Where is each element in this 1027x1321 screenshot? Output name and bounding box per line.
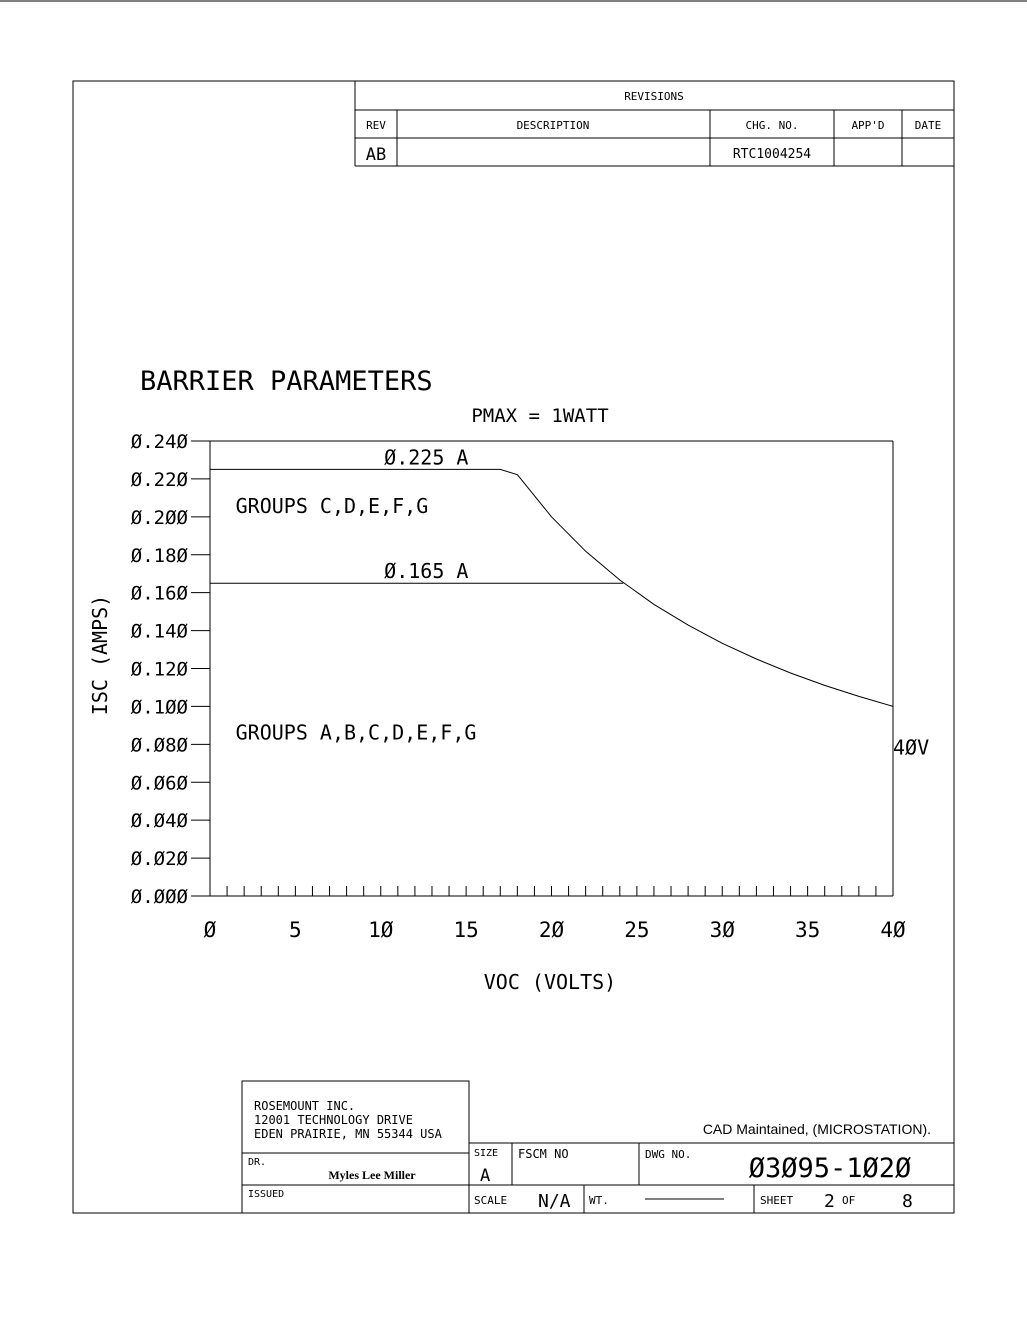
y-tick-label: Ø.Ø4Ø [130,810,188,833]
y-axis-label: ISC (AMPS) [88,594,112,716]
chart-annotation: Ø.165 A [384,559,469,584]
title-block [242,1081,954,1213]
fscm-label: FSCM NO [518,1147,569,1161]
of-label: OF [842,1194,856,1207]
y-tick-label: Ø.22Ø [130,468,188,491]
chart-annotation: GROUPS C,D,E,F,G [235,493,429,518]
chart-subtitle: PMAX = 1WATT [471,405,609,427]
revisions-block [355,81,954,166]
x-tick-label: 4Ø [880,918,906,942]
dr-label: DR. [248,1157,267,1168]
x-tick-label: 3Ø [709,918,735,942]
x-tick-label: Ø [203,918,217,942]
drawing-border [73,81,954,1213]
x-tick-label: 5 [289,918,302,942]
description-header: DESCRIPTION [516,119,590,132]
barrier-parameters-chart [131,431,929,942]
rev-value: AB [365,145,387,165]
appd-header: APP'D [851,119,885,132]
y-tick-label: Ø.14Ø [130,620,188,643]
scale-value: N/A [538,1191,571,1212]
company-name: ROSEMOUNT INC. [254,1099,356,1113]
sheet-label: SHEET [760,1194,794,1207]
annotations [236,445,930,759]
y-ticks [131,431,210,908]
y-tick-label: Ø.16Ø [130,582,188,605]
x-tick-label: 1Ø [368,918,394,942]
y-tick-label: Ø.Ø8Ø [130,734,188,757]
wt-label: WT. [589,1194,609,1207]
y-tick-label: Ø.ØØØ [130,886,188,908]
issued-label: ISSUED [248,1189,285,1200]
company-address-1: 12001 TECHNOLOGY DRIVE [254,1113,413,1127]
chart-annotation: GROUPS A,B,C,D,E,F,G [235,720,477,745]
y-tick-label: Ø.1ØØ [130,696,188,719]
scale-label: SCALE [474,1194,508,1207]
x-ticks [204,886,906,942]
chart-annotation: Ø.225 A [384,445,469,470]
y-tick-label: Ø.2ØØ [130,506,188,529]
cad-note: CAD Maintained, (MICROSTATION). [702,1121,931,1137]
chart-annotation: 4ØV [893,735,930,760]
date-header: DATE [914,119,942,132]
y-tick-label: Ø.12Ø [130,658,188,681]
chg-no-value: RTC1004254 [732,147,812,162]
drawing-number: Ø3Ø95-1Ø2Ø [748,1153,912,1184]
revisions-title: REVISIONS [624,90,684,103]
sheet-number: 2 [824,1191,835,1212]
y-tick-label: Ø.Ø6Ø [130,772,188,795]
company-address-2: EDEN PRAIRIE, MN 55344 USA [254,1127,442,1141]
chart-title: BARRIER PARAMETERS [140,366,433,397]
y-tick-label: Ø.18Ø [130,544,188,567]
x-tick-label: 2Ø [538,918,565,942]
size-label: SIZE [474,1148,499,1159]
chg-no-header: CHG. NO. [745,119,799,132]
y-tick-label: Ø.24Ø [130,431,188,453]
sheet-total: 8 [902,1191,913,1212]
drafter-name: Myles Lee Miller [328,1168,416,1182]
x-tick-label: 35 [794,918,821,942]
x-tick-label: 15 [453,918,479,942]
size-value: A [480,1166,491,1186]
y-tick-label: Ø.Ø2Ø [130,848,188,871]
x-axis-label: VOC (VOLTS) [483,970,617,994]
x-tick-label: 25 [624,918,650,942]
rev-header: REV [366,119,386,132]
dwg-label: DWG NO. [645,1148,692,1161]
